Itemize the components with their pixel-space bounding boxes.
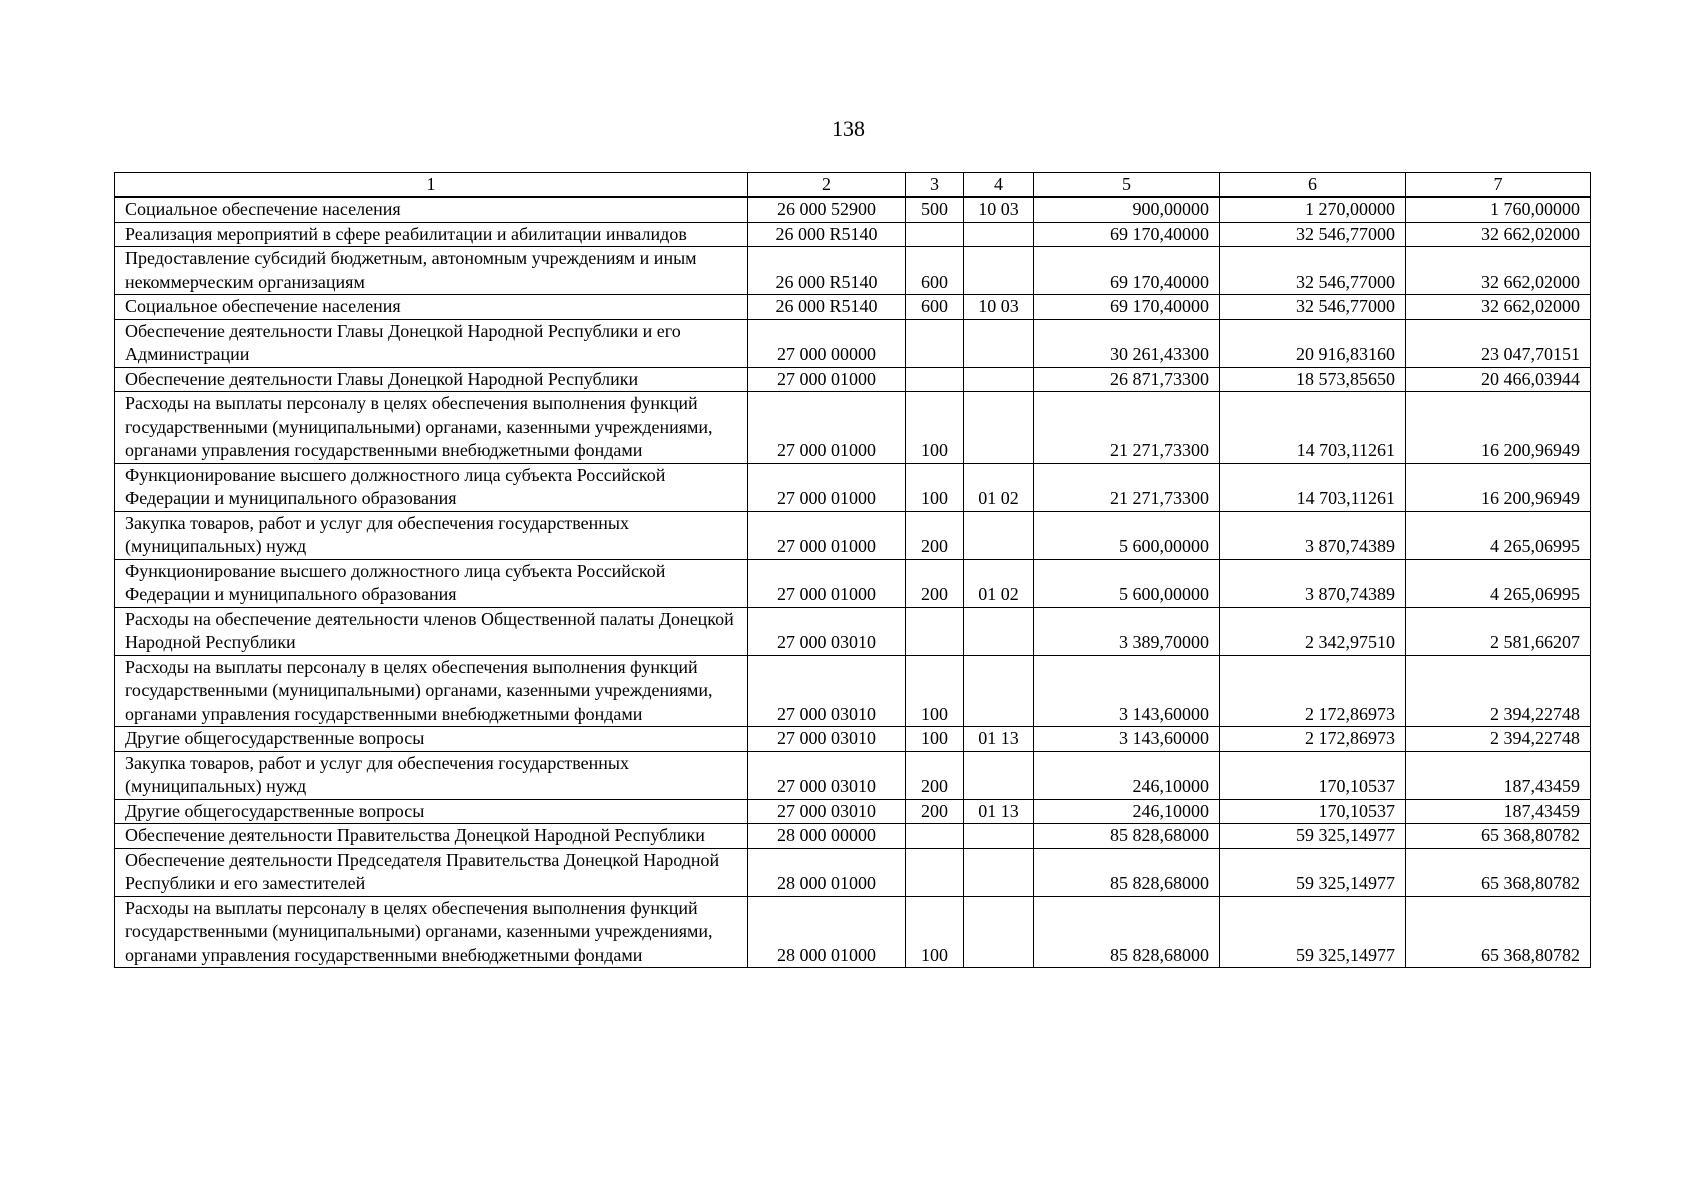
- amount-col-5-cell: 85 828,68000: [1034, 848, 1220, 896]
- amount-col-7-cell: 32 662,02000: [1406, 247, 1591, 295]
- table-row: [115, 247, 1591, 295]
- table-row: [115, 655, 1591, 727]
- expense-type-cell: 100: [906, 463, 964, 511]
- expense-type-cell: 200: [906, 799, 964, 824]
- table-row: [115, 559, 1591, 607]
- description-cell: Предоставление субсидий бюджетным, автономным учреждениям и иным некоммерческим организациям: [115, 247, 748, 295]
- table-header-row: [115, 173, 1591, 198]
- amount-col-7-cell: 187,43459: [1406, 751, 1591, 799]
- amount-col-7-cell: 2 581,66207: [1406, 607, 1591, 655]
- amount-col-7-cell: 20 466,03944: [1406, 367, 1591, 392]
- section-cell: [964, 896, 1034, 968]
- section-cell: [964, 319, 1034, 367]
- amount-col-6-cell: 1 270,00000: [1220, 197, 1406, 222]
- expense-type-cell: [906, 824, 964, 849]
- description-cell: Функционирование высшего должностного лица субъекта Российской Федерации и муниципального образования: [115, 463, 748, 511]
- target-code-cell: 27 000 01000: [748, 511, 906, 559]
- amount-col-6-cell: 59 325,14977: [1220, 896, 1406, 968]
- description-cell: Расходы на обеспечение деятельности членов Общественной палаты Донецкой Народной Республики: [115, 607, 748, 655]
- target-code-cell: 28 000 00000: [748, 824, 906, 849]
- amount-col-7-cell: 65 368,80782: [1406, 848, 1591, 896]
- amount-col-6-cell: 20 916,83160: [1220, 319, 1406, 367]
- section-cell: [964, 848, 1034, 896]
- amount-col-5-cell: 30 261,43300: [1034, 319, 1220, 367]
- header-col-5: 5: [1034, 173, 1220, 198]
- amount-col-5-cell: 26 871,73300: [1034, 367, 1220, 392]
- section-cell: 01 13: [964, 727, 1034, 752]
- header-col-2: 2: [748, 173, 906, 198]
- page-number: 138: [832, 116, 865, 141]
- target-code-cell: 26 000 R5140: [748, 295, 906, 320]
- amount-col-7-cell: 4 265,06995: [1406, 559, 1591, 607]
- section-cell: [964, 247, 1034, 295]
- amount-col-5-cell: 246,10000: [1034, 751, 1220, 799]
- amount-col-7-cell: 65 368,80782: [1406, 824, 1591, 849]
- table-row: [115, 799, 1591, 824]
- expense-type-cell: 600: [906, 247, 964, 295]
- header-col-1: 1: [115, 173, 748, 198]
- target-code-cell: 27 000 03010: [748, 655, 906, 727]
- table-row: [115, 222, 1591, 247]
- amount-col-5-cell: 900,00000: [1034, 197, 1220, 222]
- target-code-cell: 27 000 01000: [748, 463, 906, 511]
- table-row: [115, 824, 1591, 849]
- target-code-cell: 27 000 01000: [748, 559, 906, 607]
- amount-col-6-cell: 3 870,74389: [1220, 559, 1406, 607]
- amount-col-7-cell: 16 200,96949: [1406, 392, 1591, 464]
- table-row: [115, 607, 1591, 655]
- expense-type-cell: [906, 367, 964, 392]
- amount-col-6-cell: 170,10537: [1220, 799, 1406, 824]
- amount-col-6-cell: 170,10537: [1220, 751, 1406, 799]
- header-col-7: 7: [1406, 173, 1591, 198]
- expense-type-cell: 100: [906, 392, 964, 464]
- target-code-cell: 27 000 01000: [748, 392, 906, 464]
- expense-type-cell: 200: [906, 559, 964, 607]
- section-cell: [964, 511, 1034, 559]
- section-cell: 01 02: [964, 559, 1034, 607]
- target-code-cell: 26 000 52900: [748, 197, 906, 222]
- amount-col-6-cell: 32 546,77000: [1220, 222, 1406, 247]
- amount-col-5-cell: 69 170,40000: [1034, 247, 1220, 295]
- amount-col-6-cell: 14 703,11261: [1220, 463, 1406, 511]
- amount-col-5-cell: 246,10000: [1034, 799, 1220, 824]
- section-cell: [964, 367, 1034, 392]
- description-cell: Закупка товаров, работ и услуг для обеспечения государственных (муниципальных) нужд: [115, 511, 748, 559]
- amount-col-7-cell: 16 200,96949: [1406, 463, 1591, 511]
- expense-type-cell: 100: [906, 896, 964, 968]
- table-row: [115, 848, 1591, 896]
- section-cell: [964, 222, 1034, 247]
- section-cell: [964, 824, 1034, 849]
- amount-col-6-cell: 18 573,85650: [1220, 367, 1406, 392]
- description-cell: Расходы на выплаты персоналу в целях обеспечения выполнения функций государственными (муниципальными) органами, казенными учреждениями, органами управления государственными внебюджетными фондами: [115, 896, 748, 968]
- amount-col-5-cell: 21 271,73300: [1034, 392, 1220, 464]
- target-code-cell: 28 000 01000: [748, 896, 906, 968]
- amount-col-5-cell: 69 170,40000: [1034, 295, 1220, 320]
- target-code-cell: 27 000 03010: [748, 751, 906, 799]
- amount-col-5-cell: 3 143,60000: [1034, 655, 1220, 727]
- target-code-cell: 26 000 R5140: [748, 247, 906, 295]
- amount-col-7-cell: 2 394,22748: [1406, 727, 1591, 752]
- expense-type-cell: 500: [906, 197, 964, 222]
- amount-col-5-cell: 5 600,00000: [1034, 559, 1220, 607]
- target-code-cell: 27 000 01000: [748, 367, 906, 392]
- amount-col-6-cell: 2 342,97510: [1220, 607, 1406, 655]
- table-row: [115, 319, 1591, 367]
- expense-type-cell: [906, 222, 964, 247]
- target-code-cell: 27 000 03010: [748, 607, 906, 655]
- amount-col-6-cell: 2 172,86973: [1220, 655, 1406, 727]
- target-code-cell: 28 000 01000: [748, 848, 906, 896]
- amount-col-5-cell: 69 170,40000: [1034, 222, 1220, 247]
- amount-col-6-cell: 2 172,86973: [1220, 727, 1406, 752]
- budget-table: [114, 172, 1591, 968]
- table-row: [115, 295, 1591, 320]
- target-code-cell: 27 000 03010: [748, 727, 906, 752]
- amount-col-6-cell: 59 325,14977: [1220, 848, 1406, 896]
- amount-col-5-cell: 21 271,73300: [1034, 463, 1220, 511]
- section-cell: [964, 655, 1034, 727]
- description-cell: Обеспечение деятельности Председателя Правительства Донецкой Народной Республики и его заместителей: [115, 848, 748, 896]
- amount-col-7-cell: 23 047,70151: [1406, 319, 1591, 367]
- amount-col-6-cell: 32 546,77000: [1220, 247, 1406, 295]
- target-code-cell: 27 000 00000: [748, 319, 906, 367]
- amount-col-7-cell: 4 265,06995: [1406, 511, 1591, 559]
- amount-col-5-cell: 3 389,70000: [1034, 607, 1220, 655]
- description-cell: Обеспечение деятельности Главы Донецкой Народной Республики и его Администрации: [115, 319, 748, 367]
- description-cell: Функционирование высшего должностного лица субъекта Российской Федерации и муниципального образования: [115, 559, 748, 607]
- description-cell: Расходы на выплаты персоналу в целях обеспечения выполнения функций государственными (муниципальными) органами, казенными учреждениями, органами управления государственными внебюджетными фондами: [115, 392, 748, 464]
- description-cell: Обеспечение деятельности Главы Донецкой Народной Республики: [115, 367, 748, 392]
- description-cell: Социальное обеспечение населения: [115, 295, 748, 320]
- section-cell: [964, 607, 1034, 655]
- description-cell: Закупка товаров, работ и услуг для обеспечения государственных (муниципальных) нужд: [115, 751, 748, 799]
- section-cell: 10 03: [964, 197, 1034, 222]
- table-row: [115, 367, 1591, 392]
- target-code-cell: 27 000 03010: [748, 799, 906, 824]
- amount-col-6-cell: 3 870,74389: [1220, 511, 1406, 559]
- table-row: [115, 751, 1591, 799]
- section-cell: 01 02: [964, 463, 1034, 511]
- target-code-cell: 26 000 R5140: [748, 222, 906, 247]
- amount-col-5-cell: 85 828,68000: [1034, 896, 1220, 968]
- description-cell: Обеспечение деятельности Правительства Донецкой Народной Республики: [115, 824, 748, 849]
- section-cell: 10 03: [964, 295, 1034, 320]
- amount-col-7-cell: 187,43459: [1406, 799, 1591, 824]
- table-row: [115, 511, 1591, 559]
- amount-col-7-cell: 2 394,22748: [1406, 655, 1591, 727]
- description-cell: Социальное обеспечение населения: [115, 197, 748, 222]
- amount-col-5-cell: 5 600,00000: [1034, 511, 1220, 559]
- amount-col-7-cell: 65 368,80782: [1406, 896, 1591, 968]
- expense-type-cell: 100: [906, 727, 964, 752]
- expense-type-cell: [906, 607, 964, 655]
- expense-type-cell: [906, 848, 964, 896]
- amount-col-7-cell: 32 662,02000: [1406, 222, 1591, 247]
- expense-type-cell: 100: [906, 655, 964, 727]
- amount-col-7-cell: 32 662,02000: [1406, 295, 1591, 320]
- expense-type-cell: 200: [906, 511, 964, 559]
- section-cell: 01 13: [964, 799, 1034, 824]
- description-cell: Реализация мероприятий в сфере реабилитации и абилитации инвалидов: [115, 222, 748, 247]
- section-cell: [964, 751, 1034, 799]
- section-cell: [964, 392, 1034, 464]
- expense-type-cell: 600: [906, 295, 964, 320]
- description-cell: Другие общегосударственные вопросы: [115, 727, 748, 752]
- description-cell: Расходы на выплаты персоналу в целях обеспечения выполнения функций государственными (муниципальными) органами, казенными учреждениями, органами управления государственными внебюджетными фондами: [115, 655, 748, 727]
- amount-col-5-cell: 3 143,60000: [1034, 727, 1220, 752]
- table-row: [115, 727, 1591, 752]
- table-row: [115, 197, 1591, 222]
- header-col-6: 6: [1220, 173, 1406, 198]
- amount-col-6-cell: 14 703,11261: [1220, 392, 1406, 464]
- header-col-4: 4: [964, 173, 1034, 198]
- header-col-3: 3: [906, 173, 964, 198]
- expense-type-cell: [906, 319, 964, 367]
- table-body: [115, 173, 1591, 968]
- table-row: [115, 896, 1591, 968]
- table-row: [115, 392, 1591, 464]
- amount-col-5-cell: 85 828,68000: [1034, 824, 1220, 849]
- expense-type-cell: 200: [906, 751, 964, 799]
- table-row: [115, 463, 1591, 511]
- amount-col-6-cell: 32 546,77000: [1220, 295, 1406, 320]
- amount-col-6-cell: 59 325,14977: [1220, 824, 1406, 849]
- amount-col-7-cell: 1 760,00000: [1406, 197, 1591, 222]
- description-cell: Другие общегосударственные вопросы: [115, 799, 748, 824]
